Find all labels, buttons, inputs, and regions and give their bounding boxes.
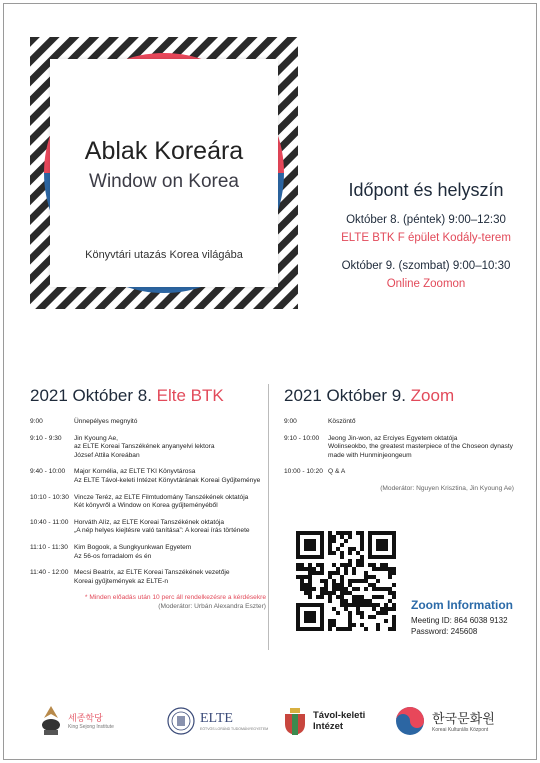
poster-subtitle: Könyvtári utazás Korea világába [85, 249, 243, 261]
elte-logo [166, 698, 268, 743]
elte-seal-icon [166, 706, 196, 736]
schedule-time: 10:40 - 11:00 [30, 518, 69, 526]
questions-note: * Minden előadás után 10 perc áll rendelkezésre a kérdésekre [84, 594, 266, 602]
day2-heading [284, 386, 514, 406]
schedule-time: 10:00 - 10:20 [284, 468, 323, 476]
schedule-time: 9:40 - 10:00 [30, 468, 66, 476]
elte-name: ELTE [200, 710, 233, 726]
schedule-description: Vincze Teréz, az ELTE Filmtudomány Tanszékének oktatója Két könyvről a Window on Korea gyűjteményéből [74, 493, 249, 510]
schedule-description: Major Kornélia, az ELTE TKI Könyvtárosa Az ELTE Távol-keleti Intézet Könyvtárának Koreai Gyűjteménye [74, 468, 261, 484]
schedule-time: 9:10 - 9:30 [30, 434, 62, 442]
schedule-time: 9:10 - 10:00 [284, 434, 320, 442]
tavol-keleti-line1: Távol-keleti [313, 709, 366, 721]
time-location [326, 180, 526, 303]
zoom-meeting-id: Meeting ID: 864 6038 9132 [411, 616, 508, 625]
sponsor-logos [30, 698, 520, 743]
schedule-row [30, 544, 266, 561]
qr-code[interactable] [296, 531, 396, 631]
schedule-day1 [30, 386, 266, 612]
day2-moderator: (Moderátor: Nguyen Krisztina, Jin Kyoung Ae) [380, 484, 514, 492]
sejong-emblem-icon [38, 704, 64, 738]
schedule-description: Jin Kyoung Ae, az ELTE Koreai Tanszékének anyanyelvi lektora József Attila Koreában [74, 434, 215, 459]
kcc-name: 한국문화원 [432, 711, 495, 726]
column-divider [268, 384, 269, 650]
tavol-keleti-logo [282, 698, 365, 743]
schedule-time: 10:10 - 10:30 [30, 493, 69, 501]
poster-title: Ablak Koreára [84, 137, 244, 165]
kcc-subtitle: Koreai Kulturális Központ [432, 727, 489, 733]
schedule-row [30, 418, 266, 427]
schedule-row [284, 468, 514, 477]
hungarian-crest-icon [282, 706, 308, 736]
schedule-row [284, 418, 514, 427]
sejong-subtitle: King Sejong Institute [68, 724, 114, 730]
schedule-row [30, 569, 266, 586]
sejong-logo [38, 698, 114, 743]
zoom-info [411, 598, 513, 637]
schedule-row [30, 519, 266, 536]
sejong-name: 세종학당 [68, 713, 103, 723]
schedule-description: Mecsi Beatrix, az ELTE Koreai Tanszékének vezetője Koreai gyűjtemények az ELTE-n [74, 569, 230, 585]
day1-heading [30, 386, 266, 406]
schedule-row [284, 435, 514, 461]
day1-time: Október 8. (péntek) 9:00–12:30 [346, 214, 506, 226]
elte-subtitle: EÖTVÖS LORÁND TUDOMÁNYEGYETEM [200, 726, 269, 731]
zoom-password: Password: 245608 [411, 627, 478, 636]
schedule-time: 11:10 - 11:30 [30, 543, 68, 551]
poster-graphic [30, 37, 298, 309]
poster-title-english: Window on Korea [89, 171, 239, 192]
tavol-keleti-line2: Intézet [313, 720, 344, 732]
day2-heading-venue: Zoom [410, 386, 455, 405]
zoom-title: Zoom Information [411, 598, 513, 612]
schedule-description: Q & A [328, 468, 346, 476]
schedule-time: 9:00 [284, 418, 297, 425]
day1-moderator: (Moderátor: Urbán Alexandra Eszter) [158, 602, 266, 610]
schedule-time: 11:40 - 12:00 [30, 569, 69, 577]
korean-cultural-center-logo [394, 698, 495, 743]
schedule-description: Köszöntő [328, 418, 356, 425]
poster-card [50, 59, 278, 287]
schedule-row [30, 468, 266, 485]
day2-time: Október 9. (szombat) 9:00–10:30 [341, 260, 511, 272]
schedule-description: Jeong Jin-won, az Erciyes Egyetem oktatója Wolinseokbo, the greatest masterpiece of the Choseon dynasty made with Hunminjeongeum [328, 434, 513, 459]
schedule-row [30, 494, 266, 511]
schedule-day2 [284, 386, 514, 494]
time-location-title: Időpont és helyszín [348, 180, 504, 200]
taegeuk-icon [394, 705, 426, 737]
schedule-description: Kim Bogook, a Sungkyunkwan Egyetem Az 56-os forradalom és én [74, 543, 192, 560]
day1-place: ELTE BTK F épület Kodály-terem [341, 232, 511, 244]
schedule-row [30, 435, 266, 461]
schedule-time: 9:00 [30, 418, 43, 425]
day1-heading-date: 2021 Október 8. [30, 386, 152, 405]
schedule-description: Horváth Alíz, az ELTE Koreai Tanszékének oktatója „A nép helyes kiejtésre való tanítása”: A koreai írás története [74, 518, 250, 535]
day2-heading-date: 2021 Október 9. [284, 386, 406, 405]
day1-heading-venue: Elte BTK [156, 386, 224, 405]
day2-place: Online Zoomon [386, 278, 466, 290]
schedule-description: Ünnepélyes megnyitó [74, 418, 138, 425]
